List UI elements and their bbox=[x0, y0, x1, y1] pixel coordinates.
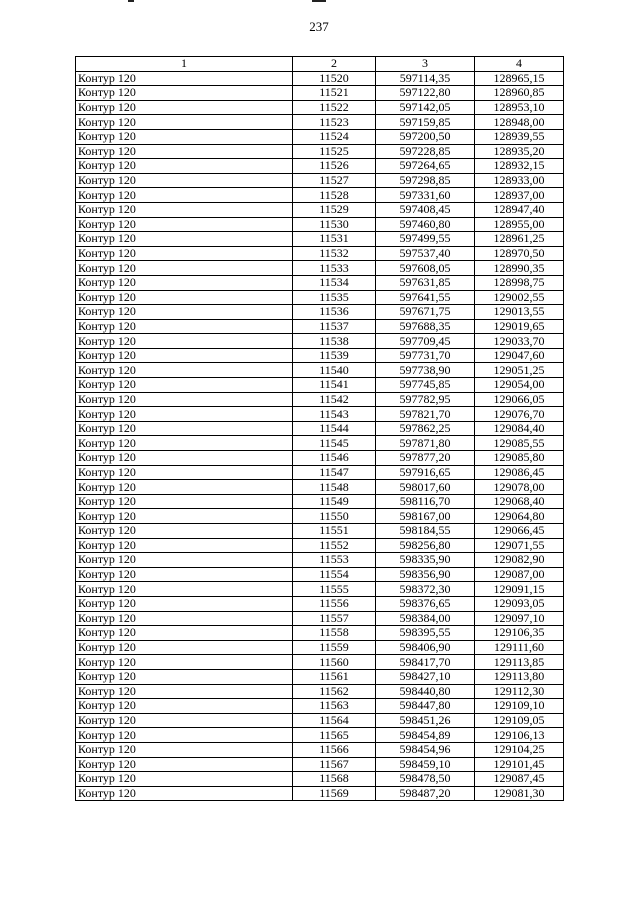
contour-name-cell: Контур 120 bbox=[76, 451, 293, 466]
table-row bbox=[76, 173, 564, 188]
table-row bbox=[76, 596, 564, 611]
table-row bbox=[76, 509, 564, 524]
contour-name-cell: Контур 120 bbox=[76, 772, 293, 787]
point-number-cell: 11528 bbox=[293, 188, 376, 203]
x-coordinate-cell: 598017,60 bbox=[376, 480, 475, 495]
point-number-cell: 11527 bbox=[293, 173, 376, 188]
point-number-cell: 11543 bbox=[293, 407, 376, 422]
contour-name-cell: Контур 120 bbox=[76, 669, 293, 684]
contour-name-cell: Контур 120 bbox=[76, 436, 293, 451]
x-coordinate-cell: 597331,60 bbox=[376, 188, 475, 203]
point-number-cell: 11542 bbox=[293, 392, 376, 407]
y-coordinate-cell: 129084,40 bbox=[475, 421, 564, 436]
scan-artifact-mark bbox=[128, 0, 134, 2]
point-number-cell: 11569 bbox=[293, 786, 376, 801]
y-coordinate-cell: 129082,90 bbox=[475, 553, 564, 568]
point-number-cell: 11531 bbox=[293, 232, 376, 247]
point-number-cell: 11539 bbox=[293, 348, 376, 363]
contour-name-cell: Контур 120 bbox=[76, 144, 293, 159]
contour-name-cell: Контур 120 bbox=[76, 290, 293, 305]
x-coordinate-cell: 598427,10 bbox=[376, 669, 475, 684]
point-number-cell: 11538 bbox=[293, 334, 376, 349]
table-row bbox=[76, 421, 564, 436]
contour-name-cell: Контур 120 bbox=[76, 100, 293, 115]
contour-name-cell: Контур 120 bbox=[76, 421, 293, 436]
point-number-cell: 11546 bbox=[293, 451, 376, 466]
y-coordinate-cell: 129112,30 bbox=[475, 684, 564, 699]
y-coordinate-cell: 129068,40 bbox=[475, 494, 564, 509]
contour-name-cell: Контур 120 bbox=[76, 305, 293, 320]
y-coordinate-cell: 129106,13 bbox=[475, 728, 564, 743]
contour-name-cell: Контур 120 bbox=[76, 348, 293, 363]
point-number-cell: 11533 bbox=[293, 261, 376, 276]
point-number-cell: 11520 bbox=[293, 71, 376, 86]
contour-name-cell: Контур 120 bbox=[76, 582, 293, 597]
x-coordinate-cell: 598440,80 bbox=[376, 684, 475, 699]
y-coordinate-cell: 129109,05 bbox=[475, 713, 564, 728]
table-row bbox=[76, 480, 564, 495]
y-coordinate-cell: 129109,10 bbox=[475, 699, 564, 714]
point-number-cell: 11562 bbox=[293, 684, 376, 699]
table-row bbox=[76, 786, 564, 801]
point-number-cell: 11554 bbox=[293, 567, 376, 582]
contour-name-cell: Контур 120 bbox=[76, 275, 293, 290]
y-coordinate-cell: 129013,55 bbox=[475, 305, 564, 320]
y-coordinate-cell: 129047,60 bbox=[475, 348, 564, 363]
x-coordinate-cell: 597142,05 bbox=[376, 100, 475, 115]
y-coordinate-cell: 129111,60 bbox=[475, 640, 564, 655]
table-row bbox=[76, 436, 564, 451]
x-coordinate-cell: 597159,85 bbox=[376, 115, 475, 130]
point-number-cell: 11557 bbox=[293, 611, 376, 626]
table-row bbox=[76, 742, 564, 757]
point-number-cell: 11545 bbox=[293, 436, 376, 451]
point-number-cell: 11541 bbox=[293, 378, 376, 393]
y-coordinate-cell: 129091,15 bbox=[475, 582, 564, 597]
point-number-cell: 11537 bbox=[293, 319, 376, 334]
point-number-cell: 11552 bbox=[293, 538, 376, 553]
y-coordinate-cell: 128948,00 bbox=[475, 115, 564, 130]
contour-name-cell: Контур 120 bbox=[76, 786, 293, 801]
contour-name-cell: Контур 120 bbox=[76, 319, 293, 334]
column-header: 2 bbox=[293, 57, 376, 72]
y-coordinate-cell: 128965,15 bbox=[475, 71, 564, 86]
contour-name-cell: Контур 120 bbox=[76, 378, 293, 393]
y-coordinate-cell: 129085,80 bbox=[475, 451, 564, 466]
x-coordinate-cell: 598356,90 bbox=[376, 567, 475, 582]
table-row bbox=[76, 669, 564, 684]
y-coordinate-cell: 129033,70 bbox=[475, 334, 564, 349]
x-coordinate-cell: 598406,90 bbox=[376, 640, 475, 655]
contour-name-cell: Контур 120 bbox=[76, 159, 293, 174]
x-coordinate-cell: 597916,65 bbox=[376, 465, 475, 480]
y-coordinate-cell: 129078,00 bbox=[475, 480, 564, 495]
y-coordinate-cell: 128947,40 bbox=[475, 202, 564, 217]
x-coordinate-cell: 598454,96 bbox=[376, 742, 475, 757]
y-coordinate-cell: 128990,35 bbox=[475, 261, 564, 276]
point-number-cell: 11530 bbox=[293, 217, 376, 232]
table-row bbox=[76, 334, 564, 349]
x-coordinate-cell: 597408,45 bbox=[376, 202, 475, 217]
x-coordinate-cell: 597122,80 bbox=[376, 86, 475, 101]
point-number-cell: 11536 bbox=[293, 305, 376, 320]
point-number-cell: 11521 bbox=[293, 86, 376, 101]
table-row bbox=[76, 582, 564, 597]
table-row bbox=[76, 494, 564, 509]
point-number-cell: 11561 bbox=[293, 669, 376, 684]
x-coordinate-cell: 597641,55 bbox=[376, 290, 475, 305]
contour-name-cell: Контур 120 bbox=[76, 129, 293, 144]
x-coordinate-cell: 597608,05 bbox=[376, 261, 475, 276]
contour-name-cell: Контур 120 bbox=[76, 567, 293, 582]
x-coordinate-cell: 598256,80 bbox=[376, 538, 475, 553]
contour-name-cell: Контур 120 bbox=[76, 699, 293, 714]
contour-name-cell: Контур 120 bbox=[76, 553, 293, 568]
x-coordinate-cell: 598384,00 bbox=[376, 611, 475, 626]
table-row bbox=[76, 290, 564, 305]
x-coordinate-cell: 598451,26 bbox=[376, 713, 475, 728]
x-coordinate-cell: 597200,50 bbox=[376, 129, 475, 144]
point-number-cell: 11523 bbox=[293, 115, 376, 130]
x-coordinate-cell: 597631,85 bbox=[376, 275, 475, 290]
contour-name-cell: Контур 120 bbox=[76, 596, 293, 611]
table-row bbox=[76, 684, 564, 699]
y-coordinate-cell: 129106,35 bbox=[475, 626, 564, 641]
y-coordinate-cell: 129081,30 bbox=[475, 786, 564, 801]
table-row bbox=[76, 699, 564, 714]
contour-name-cell: Контур 120 bbox=[76, 115, 293, 130]
table-row bbox=[76, 626, 564, 641]
y-coordinate-cell: 129093,05 bbox=[475, 596, 564, 611]
y-coordinate-cell: 129087,00 bbox=[475, 567, 564, 582]
table-row bbox=[76, 100, 564, 115]
contour-name-cell: Контур 120 bbox=[76, 173, 293, 188]
table-row bbox=[76, 232, 564, 247]
point-number-cell: 11564 bbox=[293, 713, 376, 728]
table-row bbox=[76, 217, 564, 232]
contour-name-cell: Контур 120 bbox=[76, 86, 293, 101]
contour-name-cell: Контур 120 bbox=[76, 494, 293, 509]
table-row bbox=[76, 640, 564, 655]
x-coordinate-cell: 597460,80 bbox=[376, 217, 475, 232]
x-coordinate-cell: 597298,85 bbox=[376, 173, 475, 188]
point-number-cell: 11535 bbox=[293, 290, 376, 305]
contour-name-cell: Контур 120 bbox=[76, 713, 293, 728]
y-coordinate-cell: 128935,20 bbox=[475, 144, 564, 159]
y-coordinate-cell: 129054,00 bbox=[475, 378, 564, 393]
x-coordinate-cell: 597871,80 bbox=[376, 436, 475, 451]
table-row bbox=[76, 261, 564, 276]
y-coordinate-cell: 128960,85 bbox=[475, 86, 564, 101]
contour-name-cell: Контур 120 bbox=[76, 217, 293, 232]
point-number-cell: 11560 bbox=[293, 655, 376, 670]
x-coordinate-cell: 598372,30 bbox=[376, 582, 475, 597]
column-header: 4 bbox=[475, 57, 564, 72]
contour-name-cell: Контур 120 bbox=[76, 509, 293, 524]
x-coordinate-cell: 597499,55 bbox=[376, 232, 475, 247]
table-row bbox=[76, 129, 564, 144]
table-row bbox=[76, 202, 564, 217]
point-number-cell: 11522 bbox=[293, 100, 376, 115]
x-coordinate-cell: 598478,50 bbox=[376, 772, 475, 787]
table-row bbox=[76, 378, 564, 393]
y-coordinate-cell: 129085,55 bbox=[475, 436, 564, 451]
point-number-cell: 11534 bbox=[293, 275, 376, 290]
y-coordinate-cell: 129097,10 bbox=[475, 611, 564, 626]
table-row bbox=[76, 465, 564, 480]
point-number-cell: 11529 bbox=[293, 202, 376, 217]
contour-name-cell: Контур 120 bbox=[76, 232, 293, 247]
table-row bbox=[76, 319, 564, 334]
y-coordinate-cell: 129066,05 bbox=[475, 392, 564, 407]
table-row bbox=[76, 553, 564, 568]
point-number-cell: 11548 bbox=[293, 480, 376, 495]
x-coordinate-cell: 598184,55 bbox=[376, 524, 475, 539]
point-number-cell: 11555 bbox=[293, 582, 376, 597]
contour-name-cell: Контур 120 bbox=[76, 465, 293, 480]
point-number-cell: 11532 bbox=[293, 246, 376, 261]
point-number-cell: 11549 bbox=[293, 494, 376, 509]
table-row bbox=[76, 159, 564, 174]
contour-name-cell: Контур 120 bbox=[76, 684, 293, 699]
point-number-cell: 11525 bbox=[293, 144, 376, 159]
page-number: 237 bbox=[309, 19, 329, 34]
column-header: 1 bbox=[76, 57, 293, 72]
scan-artifact-mark bbox=[312, 0, 326, 2]
table-row bbox=[76, 86, 564, 101]
contour-name-cell: Контур 120 bbox=[76, 728, 293, 743]
y-coordinate-cell: 129101,45 bbox=[475, 757, 564, 772]
contour-name-cell: Контур 120 bbox=[76, 407, 293, 422]
x-coordinate-cell: 597862,25 bbox=[376, 421, 475, 436]
x-coordinate-cell: 597745,85 bbox=[376, 378, 475, 393]
point-number-cell: 11544 bbox=[293, 421, 376, 436]
contour-name-cell: Контур 120 bbox=[76, 655, 293, 670]
y-coordinate-cell: 128970,50 bbox=[475, 246, 564, 261]
point-number-cell: 11568 bbox=[293, 772, 376, 787]
y-coordinate-cell: 129051,25 bbox=[475, 363, 564, 378]
column-header: 3 bbox=[376, 57, 475, 72]
table-row bbox=[76, 611, 564, 626]
table-row bbox=[76, 757, 564, 772]
table-row bbox=[76, 655, 564, 670]
point-number-cell: 11540 bbox=[293, 363, 376, 378]
contour-name-cell: Контур 120 bbox=[76, 188, 293, 203]
x-coordinate-cell: 598447,80 bbox=[376, 699, 475, 714]
contour-name-cell: Контур 120 bbox=[76, 611, 293, 626]
coordinates-table bbox=[75, 56, 564, 801]
contour-name-cell: Контур 120 bbox=[76, 71, 293, 86]
table-row bbox=[76, 305, 564, 320]
x-coordinate-cell: 598167,00 bbox=[376, 509, 475, 524]
table-row bbox=[76, 407, 564, 422]
contour-name-cell: Контур 120 bbox=[76, 626, 293, 641]
y-coordinate-cell: 128932,15 bbox=[475, 159, 564, 174]
y-coordinate-cell: 128933,00 bbox=[475, 173, 564, 188]
x-coordinate-cell: 597821,70 bbox=[376, 407, 475, 422]
y-coordinate-cell: 128939,55 bbox=[475, 129, 564, 144]
y-coordinate-cell: 128998,75 bbox=[475, 275, 564, 290]
contour-name-cell: Контур 120 bbox=[76, 538, 293, 553]
table-row bbox=[76, 713, 564, 728]
table-row bbox=[76, 538, 564, 553]
x-coordinate-cell: 597782,95 bbox=[376, 392, 475, 407]
x-coordinate-cell: 597537,40 bbox=[376, 246, 475, 261]
x-coordinate-cell: 598376,65 bbox=[376, 596, 475, 611]
x-coordinate-cell: 597671,75 bbox=[376, 305, 475, 320]
contour-name-cell: Контур 120 bbox=[76, 524, 293, 539]
table-row bbox=[76, 772, 564, 787]
contour-name-cell: Контур 120 bbox=[76, 742, 293, 757]
x-coordinate-cell: 597688,35 bbox=[376, 319, 475, 334]
table-row bbox=[76, 567, 564, 582]
y-coordinate-cell: 128955,00 bbox=[475, 217, 564, 232]
table-row bbox=[76, 363, 564, 378]
x-coordinate-cell: 597228,85 bbox=[376, 144, 475, 159]
y-coordinate-cell: 129076,70 bbox=[475, 407, 564, 422]
y-coordinate-cell: 129113,85 bbox=[475, 655, 564, 670]
x-coordinate-cell: 598335,90 bbox=[376, 553, 475, 568]
y-coordinate-cell: 129113,80 bbox=[475, 669, 564, 684]
contour-name-cell: Контур 120 bbox=[76, 202, 293, 217]
point-number-cell: 11526 bbox=[293, 159, 376, 174]
y-coordinate-cell: 128961,25 bbox=[475, 232, 564, 247]
table-row bbox=[76, 71, 564, 86]
point-number-cell: 11547 bbox=[293, 465, 376, 480]
table-header-row bbox=[76, 57, 564, 72]
x-coordinate-cell: 597264,65 bbox=[376, 159, 475, 174]
point-number-cell: 11566 bbox=[293, 742, 376, 757]
table-row bbox=[76, 275, 564, 290]
x-coordinate-cell: 598459,10 bbox=[376, 757, 475, 772]
y-coordinate-cell: 129002,55 bbox=[475, 290, 564, 305]
y-coordinate-cell: 129066,45 bbox=[475, 524, 564, 539]
y-coordinate-cell: 128953,10 bbox=[475, 100, 564, 115]
x-coordinate-cell: 597709,45 bbox=[376, 334, 475, 349]
point-number-cell: 11565 bbox=[293, 728, 376, 743]
y-coordinate-cell: 128937,00 bbox=[475, 188, 564, 203]
point-number-cell: 11567 bbox=[293, 757, 376, 772]
table-row bbox=[76, 451, 564, 466]
contour-name-cell: Контур 120 bbox=[76, 640, 293, 655]
point-number-cell: 11563 bbox=[293, 699, 376, 714]
y-coordinate-cell: 129086,45 bbox=[475, 465, 564, 480]
y-coordinate-cell: 129064,80 bbox=[475, 509, 564, 524]
y-coordinate-cell: 129104,25 bbox=[475, 742, 564, 757]
x-coordinate-cell: 597114,35 bbox=[376, 71, 475, 86]
contour-name-cell: Контур 120 bbox=[76, 334, 293, 349]
contour-name-cell: Контур 120 bbox=[76, 363, 293, 378]
y-coordinate-cell: 129087,45 bbox=[475, 772, 564, 787]
table-row bbox=[76, 144, 564, 159]
x-coordinate-cell: 598454,89 bbox=[376, 728, 475, 743]
y-coordinate-cell: 129019,65 bbox=[475, 319, 564, 334]
point-number-cell: 11524 bbox=[293, 129, 376, 144]
table-row bbox=[76, 246, 564, 261]
point-number-cell: 11550 bbox=[293, 509, 376, 524]
x-coordinate-cell: 597738,90 bbox=[376, 363, 475, 378]
contour-name-cell: Контур 120 bbox=[76, 246, 293, 261]
table-row bbox=[76, 524, 564, 539]
x-coordinate-cell: 597877,20 bbox=[376, 451, 475, 466]
y-coordinate-cell: 129071,55 bbox=[475, 538, 564, 553]
x-coordinate-cell: 597731,70 bbox=[376, 348, 475, 363]
point-number-cell: 11551 bbox=[293, 524, 376, 539]
point-number-cell: 11559 bbox=[293, 640, 376, 655]
table-row bbox=[76, 188, 564, 203]
contour-name-cell: Контур 120 bbox=[76, 757, 293, 772]
contour-name-cell: Контур 120 bbox=[76, 480, 293, 495]
point-number-cell: 11558 bbox=[293, 626, 376, 641]
x-coordinate-cell: 598487,20 bbox=[376, 786, 475, 801]
table-row bbox=[76, 728, 564, 743]
contour-name-cell: Контур 120 bbox=[76, 392, 293, 407]
point-number-cell: 11553 bbox=[293, 553, 376, 568]
x-coordinate-cell: 598116,70 bbox=[376, 494, 475, 509]
table-body bbox=[76, 71, 564, 801]
table-row bbox=[76, 348, 564, 363]
table-row bbox=[76, 115, 564, 130]
table-row bbox=[76, 392, 564, 407]
x-coordinate-cell: 598395,55 bbox=[376, 626, 475, 641]
point-number-cell: 11556 bbox=[293, 596, 376, 611]
x-coordinate-cell: 598417,70 bbox=[376, 655, 475, 670]
contour-name-cell: Контур 120 bbox=[76, 261, 293, 276]
